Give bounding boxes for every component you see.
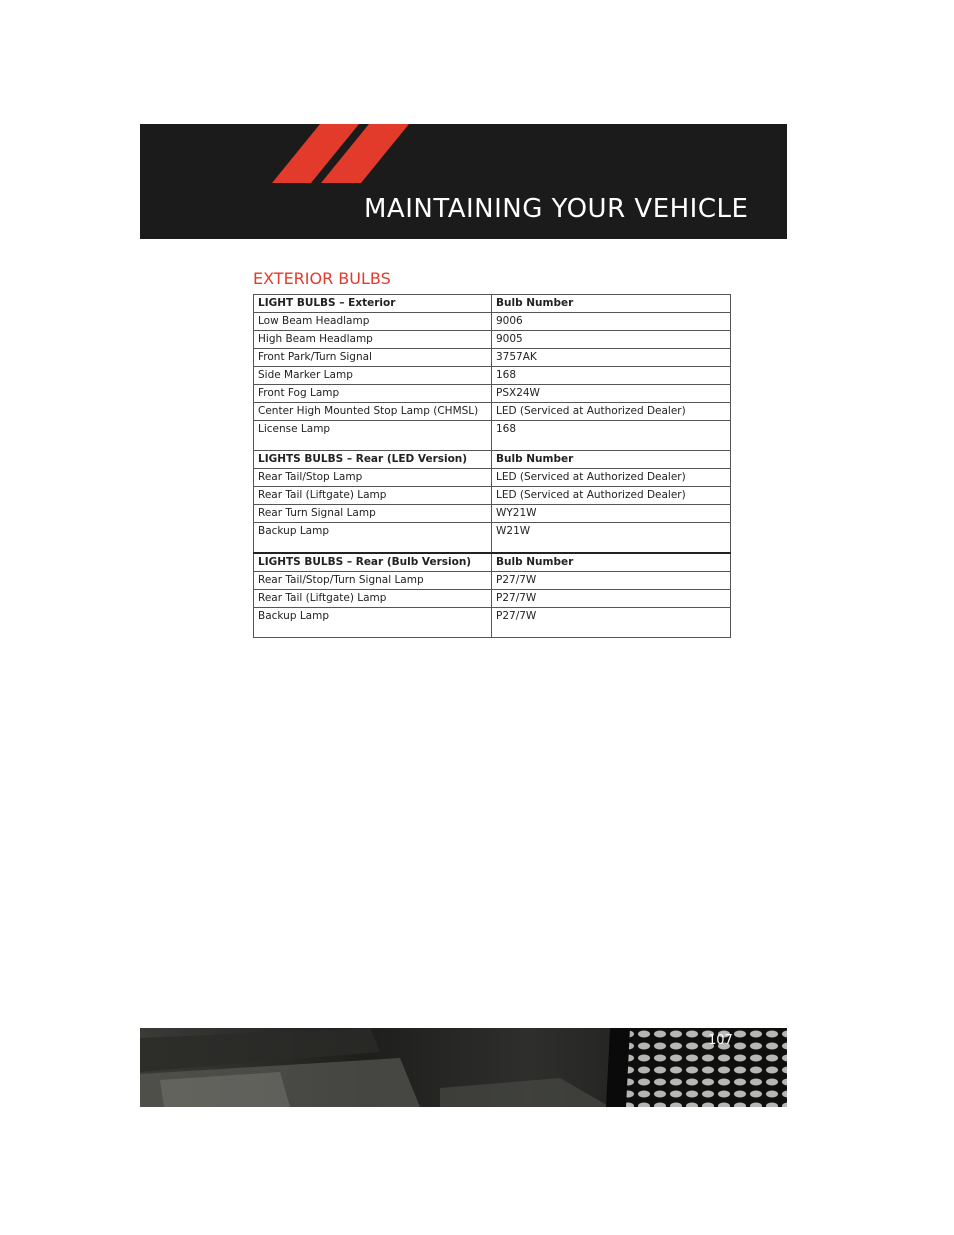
table-row [254,367,731,385]
light-name: Backup Lamp [254,608,492,638]
table-row [254,590,731,608]
light-name: Backup Lamp [254,523,492,554]
bulb-number: P27/7W [492,590,731,608]
light-name: Front Park/Turn Signal [254,349,492,367]
section-title: EXTERIOR BULBS [253,269,391,288]
bulb-number: 168 [492,367,731,385]
light-name: Rear Tail/Stop Lamp [254,469,492,487]
column-header-bulb-number: Bulb Number [492,295,731,313]
page-header-banner [140,124,787,239]
column-header-light: LIGHTS BULBS – Rear (Bulb Version) [254,553,492,572]
table-row [254,469,731,487]
bulb-number: LED (Serviced at Authorized Dealer) [492,469,731,487]
table-row [254,403,731,421]
table-row [254,608,731,638]
light-name: High Beam Headlamp [254,331,492,349]
page-number: 107 [708,1033,733,1048]
light-name: Low Beam Headlamp [254,313,492,331]
table-group-header [254,295,731,313]
table-group-header [254,553,731,572]
bulb-number: P27/7W [492,572,731,590]
bulb-number: WY21W [492,505,731,523]
table-row [254,349,731,367]
light-name: Rear Turn Signal Lamp [254,505,492,523]
bulb-number: 168 [492,421,731,451]
bulb-number: 9006 [492,313,731,331]
column-header-light: LIGHT BULBS – Exterior [254,295,492,313]
table-row [254,421,731,451]
footer-photo-image [140,1028,787,1107]
light-name: Rear Tail (Liftgate) Lamp [254,590,492,608]
chapter-title: MAINTAINING YOUR VEHICLE [364,194,749,224]
bulb-number: 3757AK [492,349,731,367]
column-header-bulb-number: Bulb Number [492,451,731,469]
bulb-number: LED (Serviced at Authorized Dealer) [492,487,731,505]
light-name: Center High Mounted Stop Lamp (CHMSL) [254,403,492,421]
column-header-light: LIGHTS BULBS – Rear (LED Version) [254,451,492,469]
table-row [254,523,731,554]
table-row [254,572,731,590]
light-name: License Lamp [254,421,492,451]
light-name: Side Marker Lamp [254,367,492,385]
page-footer-photo [140,1028,787,1107]
table-row [254,487,731,505]
column-header-bulb-number: Bulb Number [492,553,731,572]
table-row [254,505,731,523]
table-row [254,385,731,403]
bulb-number: PSX24W [492,385,731,403]
light-name: Rear Tail (Liftgate) Lamp [254,487,492,505]
light-name: Rear Tail/Stop/Turn Signal Lamp [254,572,492,590]
bulb-number: P27/7W [492,608,731,638]
exterior-bulbs-table [253,294,731,638]
light-name: Front Fog Lamp [254,385,492,403]
bulb-number: W21W [492,523,731,554]
table-row [254,331,731,349]
table-row [254,313,731,331]
bulb-number: LED (Serviced at Authorized Dealer) [492,403,731,421]
bulb-number: 9005 [492,331,731,349]
table-group-header [254,451,731,469]
